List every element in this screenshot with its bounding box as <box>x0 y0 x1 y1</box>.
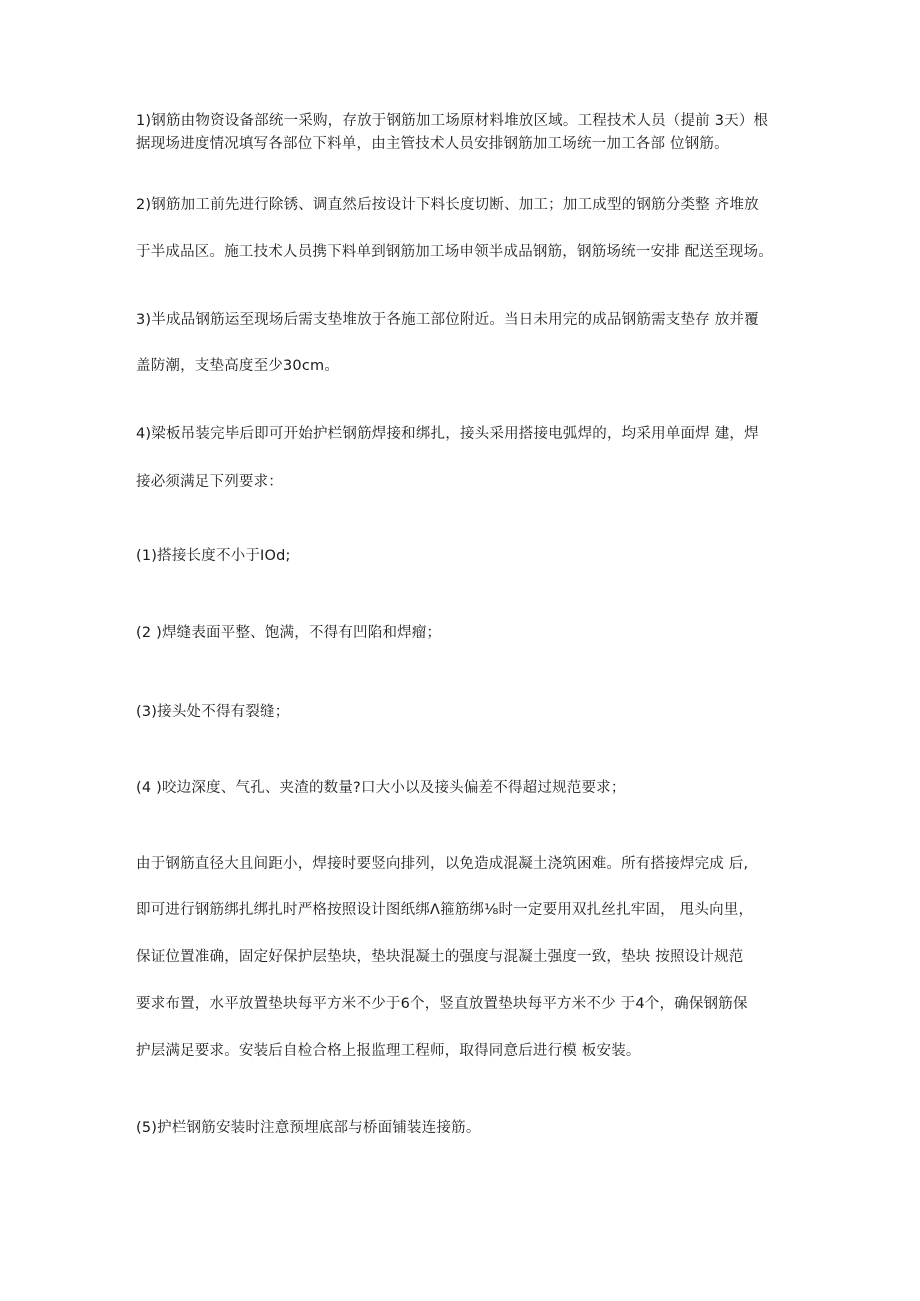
paragraph-3-line-1: 3)半成品钢筋运至现场后需支垫堆放于各施工部位附近。当日未用完的成品钢筋需支垫存 放并覆 <box>136 312 759 328</box>
paragraph-5-line-5: 护层满足要求。安装后自检合格上报监理工程师，取得同意后进行模 板安装。 <box>136 1043 641 1059</box>
paragraph-2-line-2: 于半成品区。施工技术人员携下料单到钢筋加工场申领半成品钢筋，钢筋场统一安排 配送至现场。 <box>136 244 773 260</box>
paragraph-4-line-2: 接必须满足下列要求： <box>136 474 283 490</box>
paragraph-5-line-1: 由于钢筋直径大且间距小，焊接时要竖向排列，以免造成混凝土浇筑困难。所有搭接焊完成 后, <box>136 856 749 872</box>
paragraph-5-line-3: 保证位置准确，固定好保护层垫块，垫块混凝土的强度与混凝土强度一致，垫块 按照设计规范 <box>136 949 744 965</box>
paragraph-5-line-4: 要求布置，水平放置垫块每平方米不少于6个，竖直放置垫块每平方米不少 于4个，确保钢筋保 <box>136 996 748 1012</box>
requirement-4: (4 )咬边深度、气孔、夹渣的数量?口大小以及接头偏差不得超过规范要求； <box>136 780 626 796</box>
paragraph-1-line-2: 据现场进度情况填写各部位下料单，由主管技术人员安排钢筋加工场统一加工各部 位钢筋。 <box>136 136 729 152</box>
paragraph-5-line-2: 即可进行钢筋绑扎绑扎时严格按照设计图纸绑Λ箍筋绑⅛时一定要用双扎丝扎牢固， 甩头向里， <box>136 902 754 918</box>
requirement-1: (1)搭接长度不小于IOd; <box>136 548 291 564</box>
paragraph-3-line-2: 盖防潮，支垫高度至少30cm。 <box>136 358 340 374</box>
paragraph-4-line-1: 4)梁板吊装完毕后即可开始护栏钢筋焊接和绑扎，接头采用搭接电弧焊的，均采用单面焊 建，焊 <box>136 426 759 442</box>
paragraph-1-line-1: 1)钢筋由物资设备部统一采购，存放于钢筋加工场原材料堆放区域。工程技术人员（提前 3天）根 <box>136 113 769 129</box>
paragraph-6: (5)护栏钢筋安装时注意预埋底部与桥面铺装连接筋。 <box>136 1120 481 1136</box>
requirement-3: (3)接头处不得有裂缝； <box>136 704 290 720</box>
paragraph-2-line-1: 2)钢筋加工前先进行除锈、调直然后按设计下料长度切断、加工；加工成型的钢筋分类整 齐堆放 <box>136 197 759 213</box>
requirement-2: (2 )焊缝表面平整、饱满，不得有凹陷和焊瘤； <box>136 625 442 641</box>
